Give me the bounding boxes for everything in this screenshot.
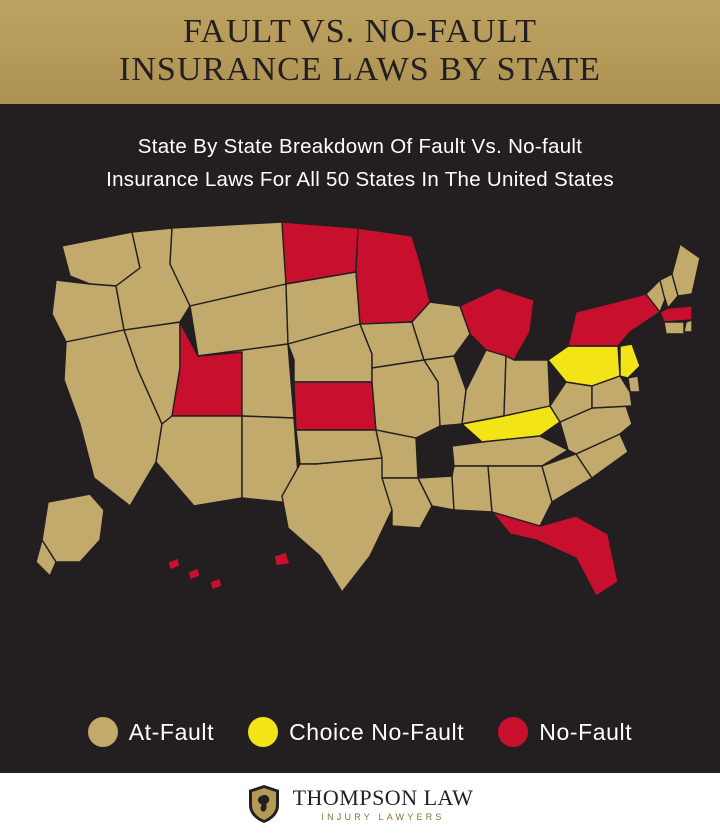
legend-dot-at-fault-icon	[88, 717, 118, 747]
state-DE[interactable]	[628, 376, 640, 392]
header-title-line-1-text: FAULT VS. NO-FAULT	[183, 13, 537, 50]
legend-dot-no-fault-icon	[498, 717, 528, 747]
header-title-line-2-text: INSURANCE LAWS BY STATE	[119, 51, 601, 89]
state-RI[interactable]	[684, 320, 692, 332]
header-title-line-1	[20, 14, 700, 50]
state-AR[interactable]	[376, 430, 418, 478]
legend-label-choice-no-fault: Choice No-Fault	[289, 718, 465, 745]
subtitle-block	[0, 104, 720, 206]
state-TX[interactable]	[282, 458, 392, 592]
state-HI-2[interactable]	[188, 568, 200, 580]
state-AK[interactable]	[42, 494, 104, 562]
state-KS[interactable]	[294, 382, 376, 430]
subtitle-line-2: Insurance Laws For All 50 States In The United States	[106, 168, 614, 192]
state-AZ[interactable]	[156, 416, 242, 506]
legend-label-no-fault: No-Fault	[539, 718, 633, 745]
state-HI-3[interactable]	[210, 578, 222, 590]
state-FL[interactable]	[492, 512, 618, 596]
state-NJ[interactable]	[620, 344, 640, 378]
footer-brand-name: THOMPSON LAW	[292, 784, 474, 810]
legend-item-choice-no-fault[interactable]	[248, 717, 464, 747]
legend-item-no-fault[interactable]	[498, 717, 632, 747]
state-MO[interactable]	[372, 360, 440, 438]
footer-tagline: INJURY LAWYERS	[321, 811, 445, 822]
header-title-line-2	[20, 52, 700, 88]
state-AL[interactable]	[452, 466, 492, 512]
state-NY[interactable]	[568, 294, 660, 346]
state-TN[interactable]	[452, 436, 568, 466]
us-map	[20, 210, 700, 630]
state-MN[interactable]	[356, 228, 430, 324]
footer	[0, 773, 720, 835]
legend-label-at-fault: At-Fault	[128, 718, 215, 745]
subtitle-line-1: State By State Breakdown Of Fault Vs. No-fault	[137, 135, 583, 159]
state-IN[interactable]	[462, 350, 506, 424]
state-HI[interactable]	[168, 558, 180, 570]
legend	[0, 711, 720, 773]
lion-crest-logo-icon	[247, 784, 281, 824]
header-band	[0, 0, 720, 104]
state-ME[interactable]	[672, 244, 700, 296]
legend-item-at-fault[interactable]	[88, 717, 214, 747]
state-CT[interactable]	[664, 322, 684, 334]
state-MI[interactable]	[460, 288, 534, 360]
map-container	[0, 206, 720, 711]
state-MA[interactable]	[660, 306, 692, 322]
state-HI-4[interactable]	[274, 552, 290, 566]
legend-dot-choice-no-fault-icon	[248, 717, 278, 747]
footer-wordmark	[292, 784, 474, 822]
